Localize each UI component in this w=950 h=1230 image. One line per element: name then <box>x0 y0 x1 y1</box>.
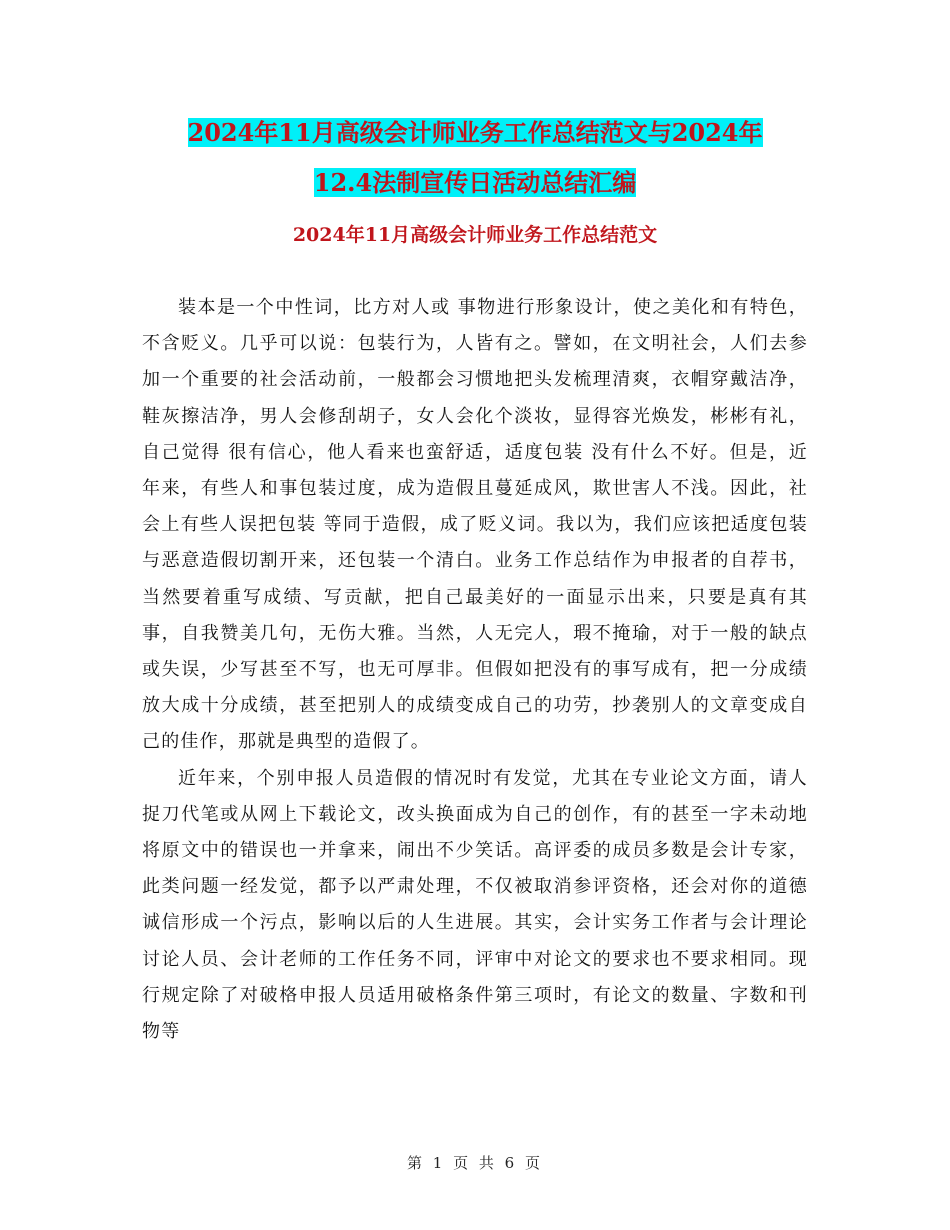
section-title: 2024年11月高级会计师业务工作总结范文 <box>292 224 658 246</box>
page-footer: 第 1 页 共 6 页 <box>407 1154 543 1172</box>
body-text <box>142 290 808 1050</box>
document-title-line-1: 2024年11月高级会计师业务工作总结范文与2024年 <box>187 118 763 147</box>
paragraph-2: 近年来，个别申报人员造假的情况时有发觉，尤其在专业论文方面，请人捉刀代笔或从网上下载论文，改头换面成为自己的创作，有的甚至一字未动地将原文中的错误也一并拿来，闹出不少笑话。高评委的成员多数是会计专家，此类问题一经发觉，都予以严肃处理，不仅被取消参评资格，还会对你的道德诚信形成一个污点，影响以后的人生进展。其实，会计实务工作者与会计理论讨论人员、会计老师的工作任务不同，评审中对论文的要求也不要求相同。现行规定除了对破格申报人员适用破格条件第三项时，有论文的数量、字数和刊物等 <box>142 767 808 1043</box>
document-title <box>150 108 800 208</box>
document-title-line-2: 12.4法制宣传日活动总结汇编 <box>313 168 637 197</box>
paragraph-1: 装本是一个中性词，比方对人或 事物进行形象设计，使之美化和有特色， 不含贬义。几乎可以说：包装行为，人皆有之。譬如，在文明社会，人们去参加一个重要的社会活动前，一般都会习惯地把头发梳理清爽，衣帽穿戴洁净，鞋灰擦洁净，男人会修刮胡子，女人会化个淡妆，显得容光焕发，彬彬有礼，自己觉得 很有信心，他人看来也蛮舒适，适度包装 没有什么不好。但是，近年来，有些人和事包装过度，成为造假且蔓延成风，欺世害人不浅。因此，社会上有些人误把包装 等同于造假，成了贬义词。我以为，我们应该把适度包装与恶意造假切割开来，还包装一个清白。业务工作总结作为申报者的自荐书，当然要着重写成绩、写贡献，把自己最美好的一面显示出来，只要是真有其事，自我赞美几句，无伤大雅。当然，人无完人，瑕不掩瑜，对于一般的缺点或失误，少写甚至不写，也无可厚非。但假如把没有的事写成有，把一分成绩放大成十分成绩，甚至把别人的成绩变成自己的功劳，抄袭别人的文章变成自己的佳作，那就是典型的造假了。 <box>142 297 808 753</box>
